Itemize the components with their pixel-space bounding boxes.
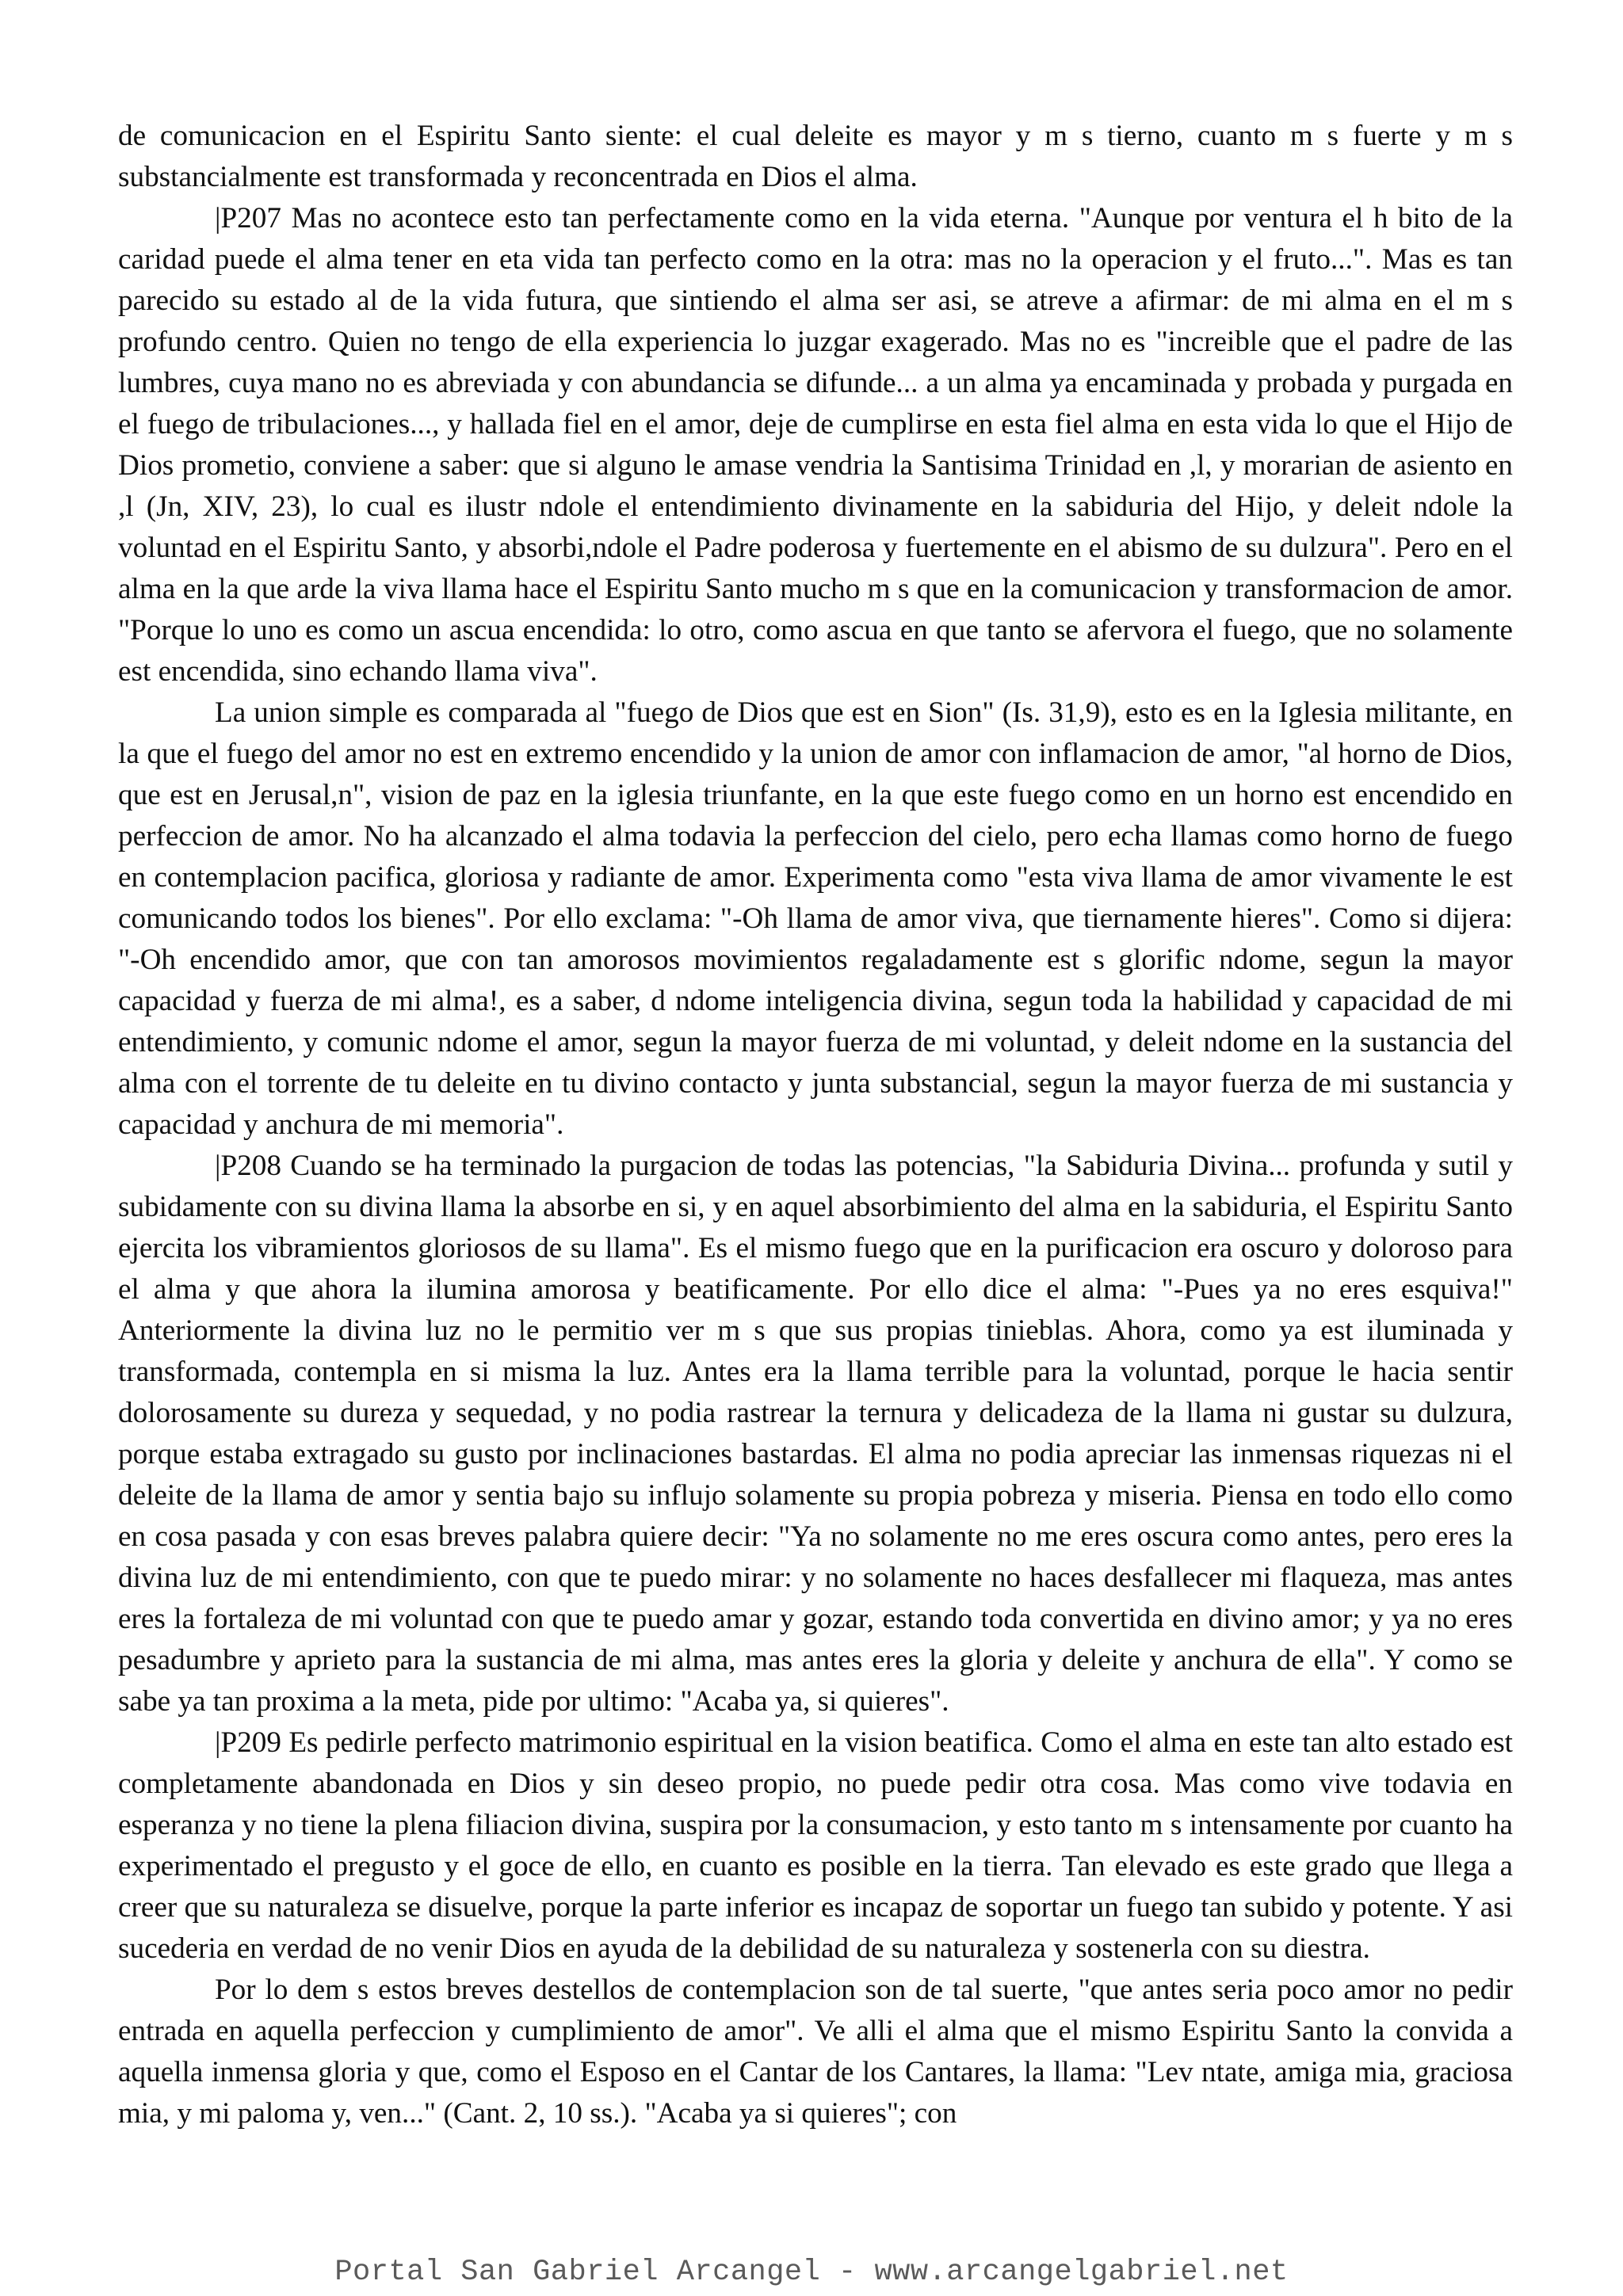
- page-footer: Portal San Gabriel Arcangel - www.arcangelgabriel.net: [334, 2256, 1289, 2289]
- paragraph-continuation: de comunicacion en el Espiritu Santo siente: el cual deleite es mayor y m s tierno, cuanto m s fuerte y m s substancialmente est transformada y reconcentrada en Dios el alma.: [118, 120, 1513, 193]
- paragraph-p209: |P209 Es pedirle perfecto matrimonio espiritual en la vision beatifica. Como el alma en este tan alto estado est completamente abandonada en Dios y sin deseo propio, no puede pedir otra cosa. Mas como vive todavia en esperanza y no tiene la plena filiacion divina, suspira por la consumacion, y esto tanto m s intensamente por cuanto ha experimentado el pregusto y el goce de ello, en cuanto es posible en la tierra. Tan elevado es este grado que llega a creer que su naturaleza se disuelve, porque la parte inferior es incapaz de soportar un fuego tan subido y potente. Y asi sucederia en verdad de no venir Dios en ayuda de la debilidad de su naturaleza y sostenerla con su diestra.: [118, 1726, 1513, 1965]
- document-body: [118, 116, 1513, 2134]
- paragraph-p207: |P207 Mas no acontece esto tan perfectamente como en la vida eterna. "Aunque por ventura el h bito de la caridad puede el alma tener en eta vida tan perfecto como en la otra: mas no la operacion y el fruto...". Mas es tan parecido su estado al de la vida futura, que sintiendo el alma ser asi, se atreve a afirmar: de mi alma en el m s profundo centro. Quien no tengo de ella experiencia lo juzgar exagerado. Mas no es "increible que el padre de las lumbres, cuya mano no es abreviada y con abundancia se difunde... a un alma ya encaminada y probada y purgada en el fuego de tribulaciones..., y hallada fiel en el amor, deje de cumplirse en esta fiel alma en esta vida lo que el Hijo de Dios prometio, conviene a saber: que si alguno le amase vendria la Santisima Trinidad en ,l, y morarian de asiento en ,l (Jn, XIV, 23), lo cual es ilustr ndole el entendimiento divinamente en la sabiduria del Hijo, y deleit ndole la voluntad en el Espiritu Santo, y absorbi,ndole el Padre poderosa y fuertemente en el abismo de su dulzura". Pero en el alma en la que arde la viva llama hace el Espiritu Santo mucho m s que en la comunicacion y transformacion de amor. "Porque lo uno es como un ascua encendida: lo otro, como ascua en que tanto se afervora el fuego, que no solamente est encendida, sino echando llama viva".: [118, 202, 1513, 688]
- paragraph-por-lo-demas: Por lo dem s estos breves destellos de contemplacion son de tal suerte, "que antes seria poco amor no pedir entrada en aquella perfeccion y cumplimiento de amor". Ve alli el alma que el mismo Espiritu Santo la convida a aquella inmensa gloria y que, como el Esposo en el Cantar de los Cantares, la llama: "Lev ntate, amiga mia, graciosa mia, y mi paloma y, ven..." (Cant. 2, 10 ss.). "Acaba ya si quieres"; con: [118, 1974, 1513, 2130]
- paragraph-p208: |P208 Cuando se ha terminado la purgacion de todas las potencias, "la Sabiduria Divina... profunda y sutil y subidamente con su divina llama la absorbe en si, y en aquel absorbimiento del alma en la sabiduria, el Espiritu Santo ejercita los vibramientos gloriosos de su llama". Es el mismo fuego que en la purificacion era oscuro y doloroso para el alma y que ahora la ilumina amorosa y beatificamente. Por ello dice el alma: "-Pues ya no eres esquiva!" Anteriormente la divina luz no le permitio ver m s que sus propias tinieblas. Ahora, como ya est iluminada y transformada, contempla en si misma la luz. Antes era la llama terrible para la voluntad, porque le hacia sentir dolorosamente su dureza y sequedad, y no podia rastrear la ternura y delicadeza de la llama ni gustar su dulzura, porque estaba extragado su gusto por inclinaciones bastardas. El alma no podia apreciar las inmensas riquezas ni el deleite de la llama de amor y sentia bajo su influjo solamente su propia pobreza y miseria. Piensa en todo ello como en cosa pasada y con esas breves palabra quiere decir: "Ya no solamente no me eres oscura como antes, pero eres la divina luz de mi entendimiento, con que te puedo mirar: y no solamente no haces desfallecer mi flaqueza, mas antes eres la fortaleza de mi voluntad con que te puedo amar y gozar, estando toda convertida en divino amor; y ya no eres pesadumbre y aprieto para la sustancia de mi alma, mas antes eres la gloria y deleite y anchura de ella". Y como se sabe ya tan proxima a la meta, pide por ultimo: "Acaba ya, si quieres".: [118, 1150, 1513, 1718]
- paragraph-union-simple: La union simple es comparada al "fuego de Dios que est en Sion" (Is. 31,9), esto es en la Iglesia militante, en la que el fuego del amor no est en extremo encendido y la union de amor con inflamacion de amor, "al horno de Dios, que est en Jerusal,n", vision de paz en la iglesia triunfante, en la que este fuego como en un horno est encendido en perfeccion de amor. No ha alcanzado el alma todavia la perfeccion del cielo, pero echa llamas como horno de fuego en contemplacion pacifica, gloriosa y radiante de amor. Experimenta como "esta viva llama de amor vivamente le est comunicando todos los bienes". Por ello exclama: "-Oh llama de amor viva, que tiernamente hieres". Como si dijera: "-Oh encendido amor, que con tan amorosos movimientos regaladamente est s glorific ndome, segun la mayor capacidad y fuerza de mi alma!, es a saber, d ndome inteligencia divina, segun toda la habilidad y capacidad de mi entendimiento, y comunic ndome el amor, segun la mayor fuerza de mi voluntad, y deleit ndome en la sustancia del alma con el torrente de tu deleite en tu divino contacto y junta substancial, segun la mayor fuerza de mi sustancia y capacidad y anchura de mi memoria".: [118, 696, 1513, 1141]
